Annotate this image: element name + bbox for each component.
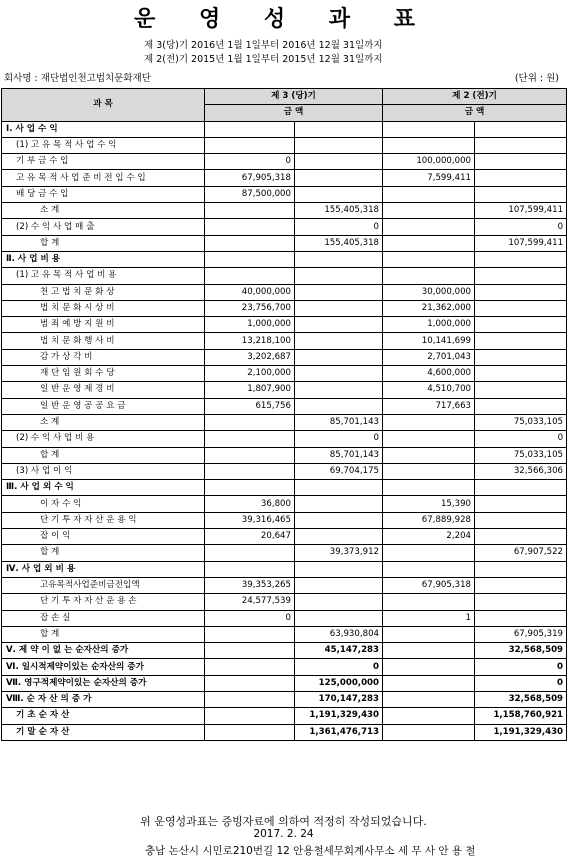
prior-total-amount — [475, 512, 567, 528]
current-total-amount — [295, 610, 383, 626]
row-label: (3) 사 업 이 익 — [2, 463, 205, 479]
prior-total-amount: 1,158,760,921 — [475, 708, 567, 724]
prior-total-amount — [475, 594, 567, 610]
header-current-period: 제 3 (당)기 — [205, 89, 383, 105]
table-row — [2, 708, 567, 724]
current-total-amount — [295, 154, 383, 170]
current-detail-amount: 67,905,318 — [205, 170, 295, 186]
prior-total-amount — [475, 366, 567, 382]
table-row — [2, 366, 567, 382]
prior-total-amount — [475, 529, 567, 545]
current-detail-amount: 23,756,700 — [205, 300, 295, 316]
table-row — [2, 675, 567, 691]
prior-total-amount: 75,033,105 — [475, 447, 567, 463]
table-row — [2, 724, 567, 740]
row-label: (1) 고 유 목 적 사 업 비 용 — [2, 268, 205, 284]
table-row — [2, 317, 567, 333]
row-label: (2) 수 익 사 업 매 출 — [2, 219, 205, 235]
current-total-amount: 0 — [295, 219, 383, 235]
current-total-amount — [295, 268, 383, 284]
row-label: (1) 고 유 목 적 사 업 수 익 — [2, 137, 205, 153]
current-detail-amount: 2,100,000 — [205, 366, 295, 382]
prior-detail-amount — [383, 235, 475, 251]
prior-detail-amount: 717,663 — [383, 398, 475, 414]
prior-detail-amount — [383, 447, 475, 463]
current-total-amount — [295, 366, 383, 382]
prior-detail-amount — [383, 561, 475, 577]
current-total-amount — [295, 284, 383, 300]
row-label: 합 계 — [2, 235, 205, 251]
table-row — [2, 121, 567, 137]
prior-detail-amount: 21,362,000 — [383, 300, 475, 316]
unit-label: (단위 : 원) — [514, 73, 559, 84]
prior-detail-amount: 7,599,411 — [383, 170, 475, 186]
row-label: 일 반 운 영 공 공 요 금 — [2, 398, 205, 414]
prior-total-amount — [475, 398, 567, 414]
row-label: Ⅵ. 일시적제약이있는 순자산의 증가 — [2, 659, 205, 675]
current-detail-amount — [205, 235, 295, 251]
row-label: 재 단 임 원 회 수 당 — [2, 366, 205, 382]
prior-total-amount — [475, 268, 567, 284]
current-detail-amount — [205, 447, 295, 463]
current-total-amount — [295, 561, 383, 577]
current-detail-amount — [205, 137, 295, 153]
row-label: 기 부 금 수 입 — [2, 154, 205, 170]
current-detail-amount — [205, 675, 295, 691]
row-label: (2) 수 익 사 업 비 용 — [2, 431, 205, 447]
table-row — [2, 610, 567, 626]
current-detail-amount: 1,000,000 — [205, 317, 295, 333]
prior-detail-amount — [383, 431, 475, 447]
table-row — [2, 154, 567, 170]
current-detail-amount: 87,500,000 — [205, 186, 295, 202]
period-current: 제 3(당)기 2016년 1월 1일부터 2016년 12월 31일까지 — [144, 40, 383, 51]
row-label: 배 당 금 수 입 — [2, 186, 205, 202]
table-row — [2, 463, 567, 479]
prior-total-amount: 75,033,105 — [475, 414, 567, 430]
prior-total-amount: 0 — [475, 219, 567, 235]
prior-total-amount — [475, 317, 567, 333]
prior-total-amount — [475, 382, 567, 398]
table-row — [2, 235, 567, 251]
row-label: Ⅷ. 순 자 산 의 증 가 — [2, 691, 205, 707]
table-row — [2, 414, 567, 430]
table-row — [2, 643, 567, 659]
prior-total-amount — [475, 349, 567, 365]
current-detail-amount — [205, 561, 295, 577]
prior-total-amount: 0 — [475, 659, 567, 675]
row-label: 합 계 — [2, 626, 205, 642]
header-item: 과 목 — [2, 89, 205, 122]
prior-total-amount — [475, 170, 567, 186]
table-row — [2, 691, 567, 707]
row-label: Ⅱ. 사 업 비 용 — [2, 251, 205, 267]
prior-detail-amount: 100,000,000 — [383, 154, 475, 170]
table-row — [2, 545, 567, 561]
prior-detail-amount — [383, 594, 475, 610]
period-prior: 제 2(전)기 2015년 1월 1일부터 2015년 12월 31일까지 — [144, 54, 383, 65]
prior-total-amount: 1,191,329,430 — [475, 724, 567, 740]
current-detail-amount: 39,316,465 — [205, 512, 295, 528]
table-row — [2, 529, 567, 545]
table-row — [2, 284, 567, 300]
current-detail-amount — [205, 251, 295, 267]
row-label: Ⅰ. 사 업 수 익 — [2, 121, 205, 137]
header-prior-amount: 금 액 — [383, 105, 567, 121]
current-detail-amount — [205, 724, 295, 740]
prior-total-amount — [475, 300, 567, 316]
table-row — [2, 137, 567, 153]
row-label: Ⅶ. 영구적제약이있는 순자산의 증가 — [2, 675, 205, 691]
current-total-amount: 1,361,476,713 — [295, 724, 383, 740]
current-total-amount — [295, 496, 383, 512]
table-row — [2, 594, 567, 610]
row-label: 단 기 투 자 자 산 운 용 손 — [2, 594, 205, 610]
current-detail-amount — [205, 626, 295, 642]
row-label: 고유목적사업준비금전입액 — [2, 577, 205, 593]
current-detail-amount — [205, 463, 295, 479]
current-detail-amount: 13,218,100 — [205, 333, 295, 349]
prior-detail-amount: 15,390 — [383, 496, 475, 512]
operating-results-table — [1, 88, 567, 741]
current-total-amount: 170,147,283 — [295, 691, 383, 707]
prior-total-amount — [475, 154, 567, 170]
row-label: 법 치 문 화 시 상 비 — [2, 300, 205, 316]
table-row — [2, 398, 567, 414]
current-total-amount: 0 — [295, 659, 383, 675]
prior-detail-amount — [383, 724, 475, 740]
current-detail-amount: 36,800 — [205, 496, 295, 512]
prior-detail-amount: 4,600,000 — [383, 366, 475, 382]
prior-detail-amount — [383, 675, 475, 691]
prior-detail-amount — [383, 708, 475, 724]
prior-total-amount: 0 — [475, 675, 567, 691]
prior-detail-amount — [383, 414, 475, 430]
current-total-amount: 0 — [295, 431, 383, 447]
current-total-amount — [295, 529, 383, 545]
row-label: 법 치 문 화 행 사 비 — [2, 333, 205, 349]
prior-detail-amount: 1,000,000 — [383, 317, 475, 333]
prior-total-amount: 107,599,411 — [475, 203, 567, 219]
prior-total-amount — [475, 610, 567, 626]
current-detail-amount — [205, 268, 295, 284]
current-total-amount: 155,405,318 — [295, 235, 383, 251]
table-row — [2, 203, 567, 219]
row-label: 일 반 운 영 제 경 비 — [2, 382, 205, 398]
current-detail-amount: 0 — [205, 610, 295, 626]
prior-detail-amount — [383, 268, 475, 284]
prior-detail-amount — [383, 186, 475, 202]
prior-total-amount: 67,905,319 — [475, 626, 567, 642]
row-label: 합 계 — [2, 447, 205, 463]
prior-detail-amount: 2,701,043 — [383, 349, 475, 365]
row-label: 잡 손 실 — [2, 610, 205, 626]
table-row — [2, 512, 567, 528]
prior-detail-amount: 1 — [383, 610, 475, 626]
prior-detail-amount — [383, 203, 475, 219]
row-label: 소 계 — [2, 203, 205, 219]
current-total-amount — [295, 577, 383, 593]
table-row — [2, 186, 567, 202]
current-total-amount: 155,405,318 — [295, 203, 383, 219]
prior-total-amount — [475, 251, 567, 267]
prior-detail-amount: 4,510,700 — [383, 382, 475, 398]
current-total-amount — [295, 317, 383, 333]
table-header-row — [2, 89, 567, 105]
prior-total-amount — [475, 137, 567, 153]
current-total-amount — [295, 349, 383, 365]
current-total-amount — [295, 382, 383, 398]
table-row — [2, 251, 567, 267]
prior-total-amount — [475, 577, 567, 593]
prior-total-amount — [475, 561, 567, 577]
prior-detail-amount: 67,905,318 — [383, 577, 475, 593]
table-row — [2, 431, 567, 447]
prior-detail-amount — [383, 251, 475, 267]
row-label: Ⅲ. 사 업 외 수 익 — [2, 480, 205, 496]
current-detail-amount — [205, 414, 295, 430]
footer-note: 위 운영성과표는 증빙자료에 의하여 적정히 작성되었습니다. — [140, 815, 427, 828]
current-total-amount — [295, 398, 383, 414]
row-label: 기 초 순 자 산 — [2, 708, 205, 724]
prior-detail-amount — [383, 480, 475, 496]
table-row — [2, 219, 567, 235]
prior-detail-amount — [383, 643, 475, 659]
current-detail-amount: 39,353,265 — [205, 577, 295, 593]
prior-detail-amount: 67,889,928 — [383, 512, 475, 528]
table-row — [2, 349, 567, 365]
table-row — [2, 496, 567, 512]
current-total-amount — [295, 137, 383, 153]
footer-address: 충남 논산시 시민로210번길 12 안용철세무회계사무소 세 무 사 안 용 철 — [145, 845, 476, 857]
prior-total-amount: 32,568,509 — [475, 691, 567, 707]
current-detail-amount — [205, 659, 295, 675]
prior-total-amount — [475, 333, 567, 349]
row-label: Ⅴ. 제 약 이 없 는 순자산의 증가 — [2, 643, 205, 659]
current-total-amount — [295, 512, 383, 528]
table-row — [2, 447, 567, 463]
current-total-amount — [295, 480, 383, 496]
prior-total-amount: 67,907,522 — [475, 545, 567, 561]
table-row — [2, 300, 567, 316]
prior-detail-amount — [383, 137, 475, 153]
current-detail-amount — [205, 203, 295, 219]
prior-detail-amount — [383, 691, 475, 707]
row-label: 천 고 법 치 문 화 상 — [2, 284, 205, 300]
prior-detail-amount — [383, 545, 475, 561]
table-row — [2, 626, 567, 642]
prior-detail-amount — [383, 659, 475, 675]
table-row — [2, 382, 567, 398]
current-total-amount — [295, 121, 383, 137]
current-detail-amount: 1,807,900 — [205, 382, 295, 398]
table-row — [2, 480, 567, 496]
row-label: 범 죄 예 방 지 원 비 — [2, 317, 205, 333]
current-total-amount — [295, 333, 383, 349]
current-total-amount: 125,000,000 — [295, 675, 383, 691]
prior-detail-amount — [383, 121, 475, 137]
current-detail-amount: 0 — [205, 154, 295, 170]
current-total-amount: 85,701,143 — [295, 414, 383, 430]
current-detail-amount — [205, 708, 295, 724]
prior-total-amount — [475, 480, 567, 496]
current-total-amount — [295, 170, 383, 186]
current-detail-amount — [205, 121, 295, 137]
header-current-amount: 금 액 — [205, 105, 383, 121]
prior-total-amount: 32,568,509 — [475, 643, 567, 659]
table-row — [2, 577, 567, 593]
current-detail-amount — [205, 643, 295, 659]
current-total-amount — [295, 186, 383, 202]
header-prior-period: 제 2 (전)기 — [383, 89, 567, 105]
current-total-amount — [295, 594, 383, 610]
table-row — [2, 170, 567, 186]
current-total-amount: 45,147,283 — [295, 643, 383, 659]
row-label: 소 계 — [2, 414, 205, 430]
prior-detail-amount: 10,141,699 — [383, 333, 475, 349]
prior-detail-amount — [383, 463, 475, 479]
current-detail-amount: 615,756 — [205, 398, 295, 414]
prior-total-amount — [475, 121, 567, 137]
current-detail-amount: 24,577,539 — [205, 594, 295, 610]
prior-total-amount: 32,566,306 — [475, 463, 567, 479]
row-label: 합 계 — [2, 545, 205, 561]
footer-date: 2017. 2. 24 — [253, 828, 314, 840]
table-row — [2, 561, 567, 577]
current-detail-amount — [205, 480, 295, 496]
table-row — [2, 333, 567, 349]
current-detail-amount — [205, 691, 295, 707]
row-label: 기 말 순 자 산 — [2, 724, 205, 740]
row-label: 고 유 목 적 사 업 준 비 전 입 수 입 — [2, 170, 205, 186]
current-detail-amount: 20,647 — [205, 529, 295, 545]
current-total-amount: 63,930,804 — [295, 626, 383, 642]
prior-total-amount: 107,599,411 — [475, 235, 567, 251]
table-row — [2, 268, 567, 284]
company-name: 회사명 : 재단법인천고법치문화재단 — [4, 73, 151, 84]
prior-detail-amount: 30,000,000 — [383, 284, 475, 300]
current-total-amount — [295, 251, 383, 267]
current-detail-amount — [205, 431, 295, 447]
current-total-amount — [295, 300, 383, 316]
table-row — [2, 659, 567, 675]
statement-title: 운 영 성 과 표 — [134, 6, 433, 32]
current-detail-amount — [205, 545, 295, 561]
current-total-amount: 69,704,175 — [295, 463, 383, 479]
row-label: 잡 이 익 — [2, 529, 205, 545]
prior-detail-amount — [383, 219, 475, 235]
current-total-amount: 39,373,912 — [295, 545, 383, 561]
row-label: 감 가 상 각 비 — [2, 349, 205, 365]
prior-total-amount — [475, 284, 567, 300]
row-label: 이 자 수 익 — [2, 496, 205, 512]
prior-detail-amount: 2,204 — [383, 529, 475, 545]
current-detail-amount — [205, 219, 295, 235]
prior-detail-amount — [383, 626, 475, 642]
current-total-amount: 85,701,143 — [295, 447, 383, 463]
prior-total-amount — [475, 186, 567, 202]
prior-total-amount: 0 — [475, 431, 567, 447]
row-label: Ⅳ. 사 업 외 비 용 — [2, 561, 205, 577]
prior-total-amount — [475, 496, 567, 512]
current-detail-amount: 40,000,000 — [205, 284, 295, 300]
row-label: 단 기 투 자 자 산 운 용 익 — [2, 512, 205, 528]
current-total-amount: 1,191,329,430 — [295, 708, 383, 724]
current-detail-amount: 3,202,687 — [205, 349, 295, 365]
